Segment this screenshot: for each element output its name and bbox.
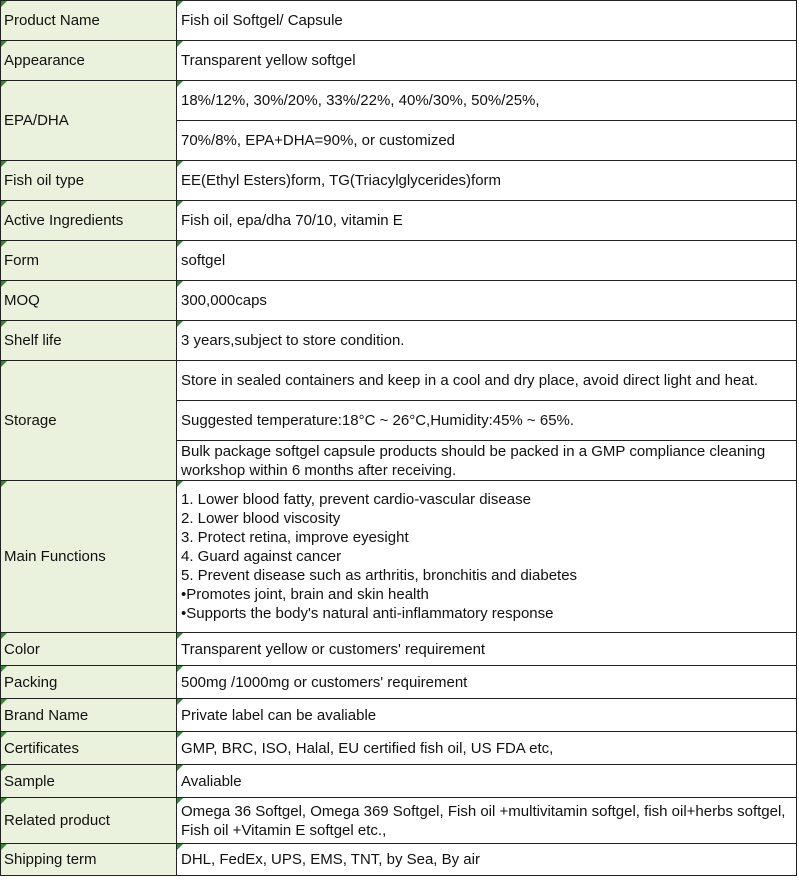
cell-marker [177, 81, 183, 87]
row-label-cell [1, 844, 177, 876]
row-value-cell [177, 81, 797, 121]
row-label: Fish oil type [4, 172, 85, 189]
row-label: Appearance [4, 52, 85, 69]
row-label-cell [1, 699, 177, 732]
row-label: Active Ingredients [4, 212, 124, 229]
row-value: Suggested temperature:18°C ~ 26°C,Humidity:45% ~ 65%. [181, 412, 575, 429]
row-value-cell [177, 699, 797, 732]
row-value: Transparent yellow or customers' requirement [181, 640, 486, 658]
cell-marker [1, 732, 7, 738]
row-label-cell [1, 281, 177, 321]
row-label: EPA/DHA [4, 112, 69, 129]
cell-marker [1, 41, 7, 47]
row-label-cell [1, 81, 177, 161]
row-value: 3 years,subject to store condition. [181, 332, 405, 349]
function-item: •Supports the body's natural anti-inflammatory response [181, 605, 554, 622]
function-item: 1. Lower blood fatty, prevent cardio-vascular disease [181, 491, 531, 508]
row-value-cell [177, 281, 797, 321]
row-value-cell [177, 201, 797, 241]
row-value-cell [177, 401, 797, 441]
row-value: EE(Ethyl Esters)form, TG(Triacylglycerides)form [181, 172, 502, 189]
row-value: Fish oil, epa/dha 70/10, vitamin E [181, 212, 403, 229]
table-row [1, 81, 797, 121]
cell-marker [177, 201, 183, 207]
cell-marker [1, 798, 7, 804]
row-value: 500mg /1000mg or customers' requirement [181, 673, 468, 691]
cell-marker [1, 361, 7, 367]
table-row [1, 281, 797, 321]
row-label: Related product [4, 812, 110, 829]
row-value: Store in sealed containers and keep in a cool and dry place, avoid direct light and heat. [181, 372, 759, 389]
cell-marker [177, 666, 183, 672]
row-value-cell [177, 844, 797, 876]
row-label: Product Name [4, 12, 100, 29]
cell-marker [1, 1, 7, 7]
cell-marker [177, 844, 183, 850]
cell-marker [1, 844, 7, 850]
row-label: Brand Name [4, 706, 89, 724]
row-value-cell [177, 121, 797, 161]
cell-marker [1, 699, 7, 705]
cell-marker [177, 281, 183, 287]
table-row [1, 765, 797, 798]
row-value-cell [177, 732, 797, 765]
row-value: 300,000caps [181, 292, 267, 309]
cell-marker [177, 241, 183, 247]
row-value: Transparent yellow softgel [181, 52, 356, 69]
function-item: •Promotes joint, brain and skin health [181, 586, 429, 603]
row-value: 18%/12%, 30%/20%, 33%/22%, 40%/30%, 50%/25%, [181, 92, 540, 109]
row-value-cell [177, 41, 797, 81]
row-label: Shelf life [4, 332, 62, 349]
cell-marker [177, 481, 183, 487]
row-label: MOQ [4, 292, 40, 309]
cell-marker [177, 1, 183, 7]
cell-marker [1, 81, 7, 87]
cell-marker [1, 666, 7, 672]
row-value: 70%/8%, EPA+DHA=90%, or customized [181, 132, 456, 149]
cell-marker [1, 321, 7, 327]
row-value: GMP, BRC, ISO, Halal, EU certified fish oil, US FDA etc, [181, 739, 554, 757]
row-label: Storage [4, 412, 57, 429]
table-row [1, 361, 797, 401]
row-label-cell [1, 666, 177, 699]
row-value: DHL, FedEx, UPS, EMS, TNT, by Sea, By air [181, 851, 480, 868]
cell-marker [177, 732, 183, 738]
row-label-cell [1, 321, 177, 361]
table-row [1, 666, 797, 699]
function-item: 5. Prevent disease such as arthritis, bronchitis and diabetes [181, 567, 578, 584]
table-row [1, 633, 797, 666]
table-row [1, 201, 797, 241]
cell-marker [177, 699, 183, 705]
row-value: Private label can be avaliable [181, 706, 377, 724]
row-label-cell [1, 41, 177, 81]
row-value-cell [177, 666, 797, 699]
cell-marker [177, 321, 183, 327]
row-value-cell [177, 1, 797, 41]
row-value: Omega 36 Softgel, Omega 369 Softgel, Fish oil +multivitamin softgel, fish oil+herbs softgel, Fish oil +Vitamin E softgel etc., [181, 802, 786, 839]
row-label-cell [1, 798, 177, 844]
table-row [1, 732, 797, 765]
cell-marker [1, 481, 7, 487]
table-row [1, 481, 797, 633]
row-label: Main Functions [4, 548, 106, 565]
row-value: Bulk package softgel capsule products should be packed in a GMP compliance cleaning workshop within 6 months after receiving. [181, 442, 766, 479]
row-label-cell [1, 241, 177, 281]
table-row [1, 161, 797, 201]
row-label-cell [1, 201, 177, 241]
cell-marker [1, 281, 7, 287]
table-row [1, 321, 797, 361]
function-item: 3. Protect retina, improve eyesight [181, 529, 409, 546]
row-label-cell [1, 633, 177, 666]
row-label-cell [1, 732, 177, 765]
function-item: 2. Lower blood viscosity [181, 510, 341, 527]
row-value-cell [177, 361, 797, 401]
row-label: Color [4, 640, 40, 658]
table-row [1, 241, 797, 281]
row-label-cell [1, 361, 177, 481]
cell-marker [1, 633, 7, 639]
row-label: Sample [4, 772, 55, 790]
row-label-cell [1, 1, 177, 41]
row-value-cell [177, 765, 797, 798]
row-value-cell [177, 441, 797, 481]
row-label-cell [1, 765, 177, 798]
row-label: Form [4, 252, 39, 269]
row-value-cell [177, 241, 797, 281]
cell-marker [177, 798, 183, 804]
row-value-cell [177, 481, 797, 633]
row-value: Avaliable [181, 772, 242, 790]
function-item: 4. Guard against cancer [181, 548, 342, 565]
table-row [1, 1, 797, 41]
table-row [1, 844, 797, 876]
cell-marker [1, 241, 7, 247]
row-value: Fish oil Softgel/ Capsule [181, 12, 343, 29]
row-label: Packing [4, 673, 58, 691]
row-label: Certificates [4, 739, 80, 757]
row-value-cell [177, 161, 797, 201]
cell-marker [1, 765, 7, 771]
row-label-cell [1, 481, 177, 633]
row-label: Shipping term [4, 851, 97, 868]
row-value-cell [177, 321, 797, 361]
table-row [1, 699, 797, 732]
row-value: softgel [181, 252, 226, 269]
cell-marker [1, 161, 7, 167]
cell-marker [1, 201, 7, 207]
row-value-cell [177, 633, 797, 666]
table-row [1, 41, 797, 81]
cell-marker [177, 41, 183, 47]
table-row [1, 798, 797, 844]
row-label-cell [1, 161, 177, 201]
cell-marker [177, 765, 183, 771]
cell-marker [177, 161, 183, 167]
row-value-cell [177, 798, 797, 844]
cell-marker [177, 633, 183, 639]
